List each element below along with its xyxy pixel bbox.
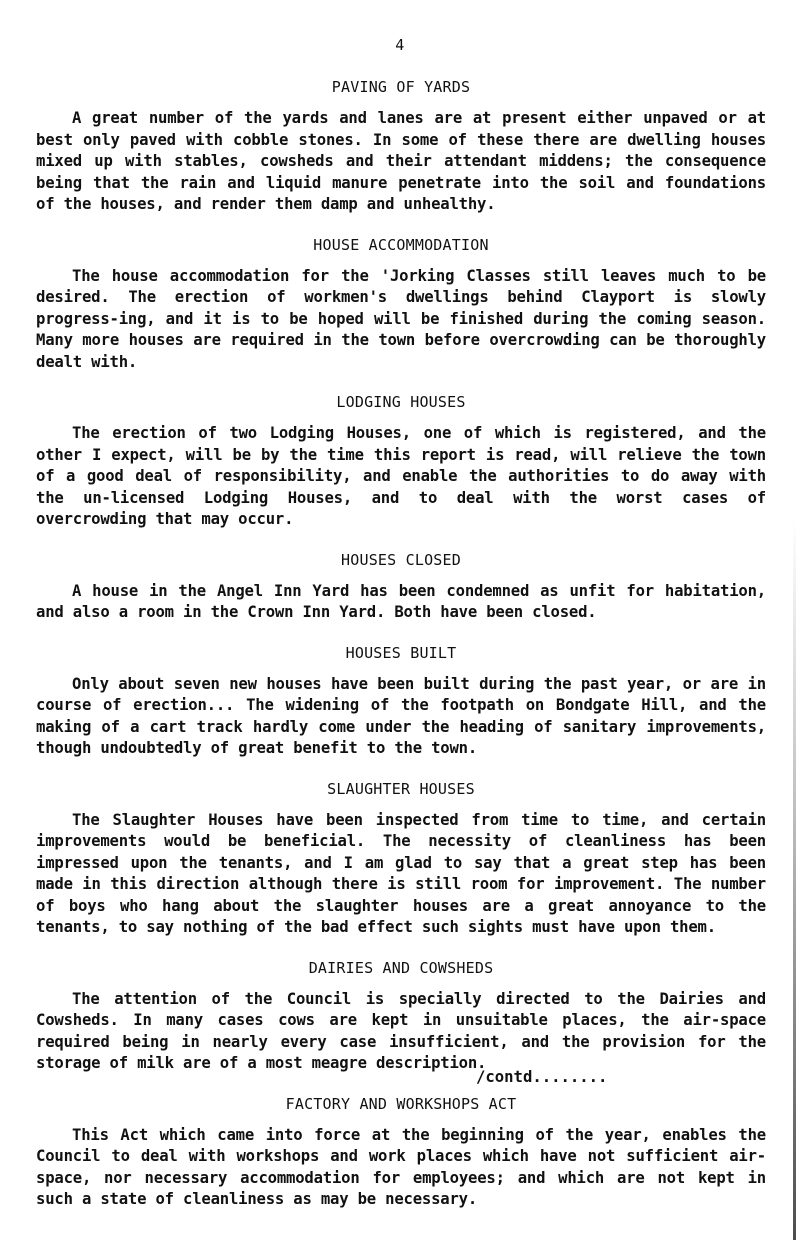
section-heading: DAIRIES AND COWSHEDS: [308, 958, 494, 977]
section-heading: HOUSE ACCOMMODATION: [313, 235, 489, 254]
scan-edge-shadow: [793, 520, 796, 1240]
section-heading: PAVING OF YARDS: [331, 78, 471, 96]
section-paragraph: A great number of the yards and lanes are at present either unpaved or at best only paved with cobble stones. In some of these there are dwelling houses mixed up with stables, cowsheds and their attendant middens; the consequence being that the rain and liquid manure penetrate into the soil and foundations of the houses, and render them damp and unhealthy.: [36, 109, 766, 213]
report-body: [36, 78, 766, 1231]
section-slaughter-houses: [36, 780, 766, 939]
section-house-accommodation: [36, 236, 766, 374]
section-heading: FACTORY AND WORKSHOPS ACT: [285, 1094, 517, 1113]
section-dairies-and-cowsheds: [36, 959, 766, 1075]
section-paragraph: This Act which came into force at the beginning of the year, enables the Council to deal with workshops and work places which have not sufficient air-space, nor necessary accommodation for employees; and which are not kept in such a state of cleanliness as may be necessary.: [36, 1125, 766, 1208]
section-paragraph: The house accommodation for the 'Jorking Classes still leaves much to be desired. The erection of workmen's dwellings behind Clayport is slowly progress-ing, and it is to be hoped will be finished during the coming season. Many more houses are required in the town before overcrowding can be thoroughly dealt with.: [36, 266, 766, 371]
section-paragraph: Only about seven new houses have been built during the past year, or are in course of erection... The widening of the footpath on Bondgate Hill, and the making of a cart track hardly come under the heading of sanitary improvements, though undoubtedly of great benefit to the town.: [36, 674, 766, 757]
section-heading: HOUSES BUILT: [345, 643, 457, 662]
page-number: 4: [395, 36, 405, 54]
section-paragraph: The Slaughter Houses have been inspected from time to time, and certain improvements would be beneficial. The necessity of cleanliness has been impressed upon the tenants, and I am glad to say that a great step has been made in this direction although there is still room for improvement. The number of boys who hang about the slaughter houses are a great annoyance to the tenants, to say nothing of the bad effect such sights must have upon them.: [36, 810, 766, 936]
continued-marker: /contd........: [476, 1068, 608, 1086]
section-paragraph: The attention of the Council is specially directed to the Dairies and Cowsheds. In many cases cows are kept in unsuitable places, the air-space required being in nearly every case insufficient, and the provision for the storage of milk are of a most meagre description.: [36, 989, 766, 1072]
section-paving-of-yards: [36, 78, 766, 216]
section-houses-built: [36, 644, 766, 760]
section-heading: SLAUGHTER HOUSES: [327, 779, 475, 798]
section-paragraph: A house in the Angel Inn Yard has been condemned as unfit for habitation, and also a room in the Crown Inn Yard. Both have been closed.: [36, 581, 766, 621]
section-paragraph: The erection of two Lodging Houses, one of which is registered, and the other I expect, will be by the time this report is read, will relieve the town of a good deal of responsibility, and enable the authorities to do away with the un-licensed Lodging Houses, and to deal with the worst cases of overcrowding that may occur.: [36, 424, 766, 528]
section-heading: LODGING HOUSES: [336, 393, 466, 411]
section-factory-and-workshops-act: [36, 1095, 766, 1211]
section-lodging-houses: [36, 393, 766, 531]
section-houses-closed: [36, 551, 766, 624]
section-heading: HOUSES CLOSED: [341, 550, 461, 569]
